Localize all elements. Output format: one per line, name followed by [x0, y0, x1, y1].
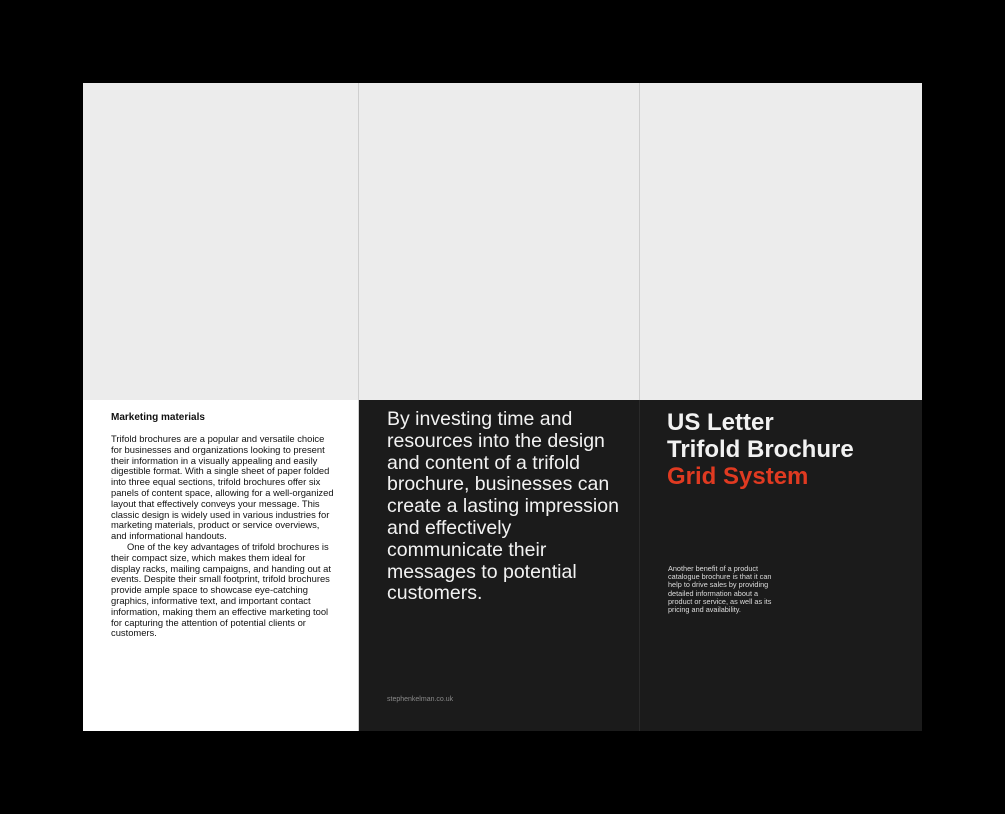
- image-placeholder-right: [640, 83, 922, 400]
- image-placeholder-middle: [359, 83, 640, 400]
- body-paragraph-2: One of the key advantages of trifold brochures is their compact size, which makes them ideal for display racks, mailing campaigns, and handing out at events. Despite their small footprint, trifold brochures provide ample space to showcase eye-catching graphics, informative text, and important contact information, making them an effective marketing tool for capturing the attention of potential clients or customers.: [111, 540, 331, 639]
- panel-right-content: [640, 400, 922, 731]
- pull-quote: By investing time and resources into the design and content of a trifold brochure, businesses can create a lasting impression and effectively communicate their messages to potential customers.: [387, 408, 619, 605]
- panel-middle: [359, 83, 640, 731]
- title-line-2: Trifold Brochure: [667, 436, 854, 463]
- panel-left: [83, 83, 359, 731]
- body-paragraph-1: Trifold brochures are a popular and versatile choice for businesses and organizations looking to present their information in a visually appealing and easily digestible format. With a single sheet of paper folded into three equal sections, trifold brochures offer six panels of content space, allowing for a well-organized layout that effectively conveys your message. This classic design is widely used in various industries for marketing materials, product or service overviews, and informational handouts.: [111, 433, 334, 542]
- section-heading: Marketing materials: [111, 412, 205, 423]
- panel-right: [640, 83, 922, 731]
- title-line-3: Grid System: [667, 463, 809, 490]
- brochure-sheet: [83, 83, 922, 731]
- body-text: [111, 434, 335, 639]
- side-note: Another benefit of a product catalogue brochure is that it can help to drive sales by providing detailed information about a product or service, as well as its pricing and availability.: [668, 564, 772, 615]
- panel-left-content: [83, 400, 358, 731]
- image-placeholder-left: [83, 83, 358, 400]
- cover-title: [667, 409, 854, 490]
- website-url: stephenkelman.co.uk: [387, 696, 454, 703]
- panel-middle-content: [359, 400, 639, 731]
- title-line-1: US Letter: [667, 409, 774, 436]
